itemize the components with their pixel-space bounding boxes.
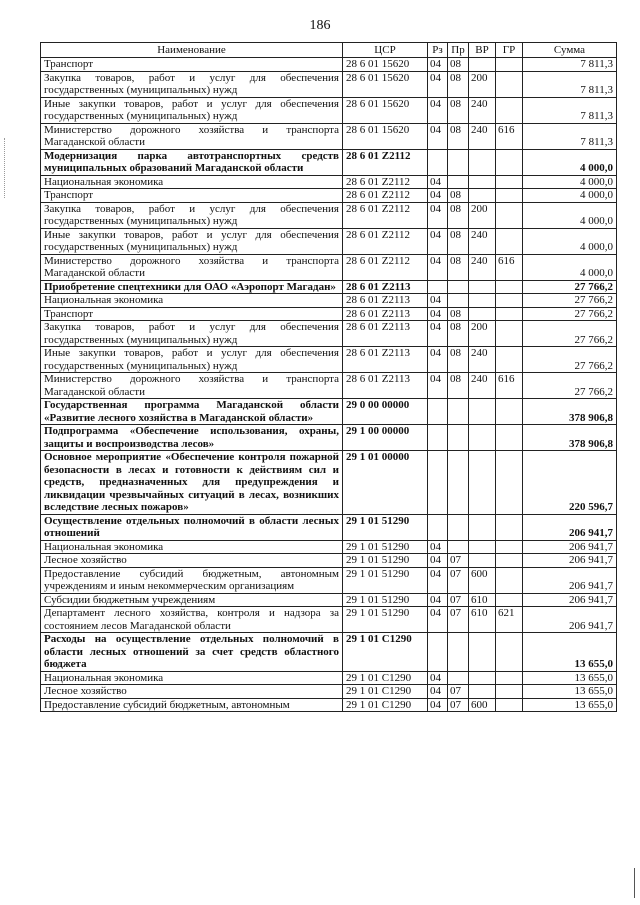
cell-rz: 04 xyxy=(428,58,448,72)
cell-gr xyxy=(496,425,523,451)
cell-csr: 28 6 01 Z2112 xyxy=(343,189,428,203)
cell-sum: 4 000,0 xyxy=(523,189,617,203)
cell-gr xyxy=(496,554,523,568)
cell-sum: 220 596,7 xyxy=(523,451,617,515)
cell-csr: 29 1 01 С1290 xyxy=(343,698,428,712)
header-sum: Сумма xyxy=(523,43,617,58)
cell-gr xyxy=(496,228,523,254)
cell-csr: 28 6 01 Z2113 xyxy=(343,280,428,294)
cell-name: Подпрограмма «Обеспечение использования, охраны, защиты и воспроизводства лесов» xyxy=(41,425,343,451)
cell-sum: 13 655,0 xyxy=(523,633,617,672)
cell-pr: 08 xyxy=(448,123,469,149)
cell-sum: 13 655,0 xyxy=(523,685,617,699)
header-vr: ВР xyxy=(469,43,496,58)
cell-gr xyxy=(496,71,523,97)
cell-pr: 07 xyxy=(448,593,469,607)
cell-sum: 206 941,7 xyxy=(523,607,617,633)
cell-csr: 29 1 01 51290 xyxy=(343,514,428,540)
cell-sum: 378 906,8 xyxy=(523,399,617,425)
cell-pr xyxy=(448,451,469,515)
table-row xyxy=(41,97,617,123)
cell-csr: 28 6 01 Z2112 xyxy=(343,254,428,280)
cell-vr xyxy=(469,554,496,568)
cell-gr: 621 xyxy=(496,607,523,633)
cell-sum: 27 766,2 xyxy=(523,280,617,294)
cell-gr: 616 xyxy=(496,254,523,280)
cell-rz: 04 xyxy=(428,123,448,149)
cell-gr xyxy=(496,451,523,515)
table-row xyxy=(41,254,617,280)
header-gr: ГР xyxy=(496,43,523,58)
cell-gr: 616 xyxy=(496,123,523,149)
cell-name: Субсидии бюджетным учреждениям xyxy=(41,593,343,607)
header-rz: Рз xyxy=(428,43,448,58)
header-csr: ЦСР xyxy=(343,43,428,58)
cell-pr xyxy=(448,175,469,189)
cell-rz: 04 xyxy=(428,540,448,554)
table-row xyxy=(41,451,617,515)
cell-vr xyxy=(469,189,496,203)
cell-rz xyxy=(428,280,448,294)
cell-rz: 04 xyxy=(428,685,448,699)
cell-csr: 29 1 01 00000 xyxy=(343,451,428,515)
header-name: Наименование xyxy=(41,43,343,58)
cell-pr: 08 xyxy=(448,321,469,347)
cell-vr xyxy=(469,685,496,699)
cell-gr xyxy=(496,671,523,685)
cell-sum: 206 941,7 xyxy=(523,540,617,554)
cell-pr: 07 xyxy=(448,698,469,712)
cell-csr: 28 6 01 15620 xyxy=(343,58,428,72)
cell-csr: 28 6 01 15620 xyxy=(343,71,428,97)
cell-pr xyxy=(448,399,469,425)
cell-pr: 07 xyxy=(448,567,469,593)
cell-rz: 04 xyxy=(428,202,448,228)
table-row xyxy=(41,567,617,593)
cell-csr: 29 1 01 51290 xyxy=(343,607,428,633)
cell-name: Модернизация парка автотранспортных средств муниципальных образований Магаданской области xyxy=(41,149,343,175)
cell-sum: 206 941,7 xyxy=(523,593,617,607)
cell-sum: 27 766,2 xyxy=(523,307,617,321)
cell-rz: 04 xyxy=(428,71,448,97)
table-row xyxy=(41,607,617,633)
table-row xyxy=(41,633,617,672)
header-pr: Пр xyxy=(448,43,469,58)
cell-pr xyxy=(448,149,469,175)
cell-csr: 28 6 01 Z2113 xyxy=(343,307,428,321)
cell-gr xyxy=(496,633,523,672)
cell-rz: 04 xyxy=(428,567,448,593)
cell-pr: 07 xyxy=(448,554,469,568)
cell-vr: 240 xyxy=(469,347,496,373)
cell-pr xyxy=(448,425,469,451)
cell-vr: 240 xyxy=(469,228,496,254)
cell-name: Министерство дорожного хозяйства и транспорта Магаданской области xyxy=(41,373,343,399)
cell-pr xyxy=(448,294,469,308)
cell-vr: 610 xyxy=(469,593,496,607)
cell-sum: 13 655,0 xyxy=(523,671,617,685)
cell-vr: 240 xyxy=(469,123,496,149)
cell-name: Закупка товаров, работ и услуг для обеспечения государственных (муниципальных) нужд xyxy=(41,71,343,97)
cell-name: Лесное хозяйство xyxy=(41,554,343,568)
cell-vr: 240 xyxy=(469,373,496,399)
cell-sum: 378 906,8 xyxy=(523,425,617,451)
cell-rz xyxy=(428,514,448,540)
cell-name: Расходы на осуществление отдельных полномочий в области лесных отношений за счет средств областного бюджета xyxy=(41,633,343,672)
table-row xyxy=(41,425,617,451)
cell-gr xyxy=(496,593,523,607)
cell-pr xyxy=(448,514,469,540)
table-row xyxy=(41,58,617,72)
budget-table xyxy=(40,42,617,712)
table-row xyxy=(41,593,617,607)
cell-gr xyxy=(496,307,523,321)
cell-pr: 08 xyxy=(448,347,469,373)
cell-sum: 4 000,0 xyxy=(523,149,617,175)
cell-csr: 29 1 01 51290 xyxy=(343,540,428,554)
cell-csr: 29 1 01 С1290 xyxy=(343,671,428,685)
table-row xyxy=(41,294,617,308)
cell-vr: 200 xyxy=(469,71,496,97)
table-row xyxy=(41,228,617,254)
table-row xyxy=(41,189,617,203)
cell-name: Закупка товаров, работ и услуг для обеспечения государственных (муниципальных) нужд xyxy=(41,202,343,228)
page-number: 186 xyxy=(309,18,331,33)
cell-rz: 04 xyxy=(428,254,448,280)
cell-pr: 07 xyxy=(448,685,469,699)
cell-pr: 07 xyxy=(448,607,469,633)
cell-name: Основное мероприятие «Обеспечение контроля пожарной безопасности в лесах и готовности к действиям сил и средств, предназначенных для предупреждения и ликвидации чрезвычайных ситуаций в лесах, возникших вследствие лесных пожаров» xyxy=(41,451,343,515)
cell-name: Национальная экономика xyxy=(41,540,343,554)
cell-gr xyxy=(496,202,523,228)
cell-sum: 27 766,2 xyxy=(523,373,617,399)
cell-name: Иные закупки товаров, работ и услуг для обеспечения государственных (муниципальных) нужд xyxy=(41,97,343,123)
cell-csr: 28 6 01 15620 xyxy=(343,123,428,149)
cell-sum: 4 000,0 xyxy=(523,202,617,228)
cell-vr xyxy=(469,280,496,294)
cell-sum: 7 811,3 xyxy=(523,123,617,149)
cell-vr xyxy=(469,671,496,685)
cell-name: Предоставление субсидий бюджетным, автономным xyxy=(41,698,343,712)
cell-rz: 04 xyxy=(428,554,448,568)
cell-name: Транспорт xyxy=(41,189,343,203)
cell-csr: 29 1 01 51290 xyxy=(343,593,428,607)
cell-vr: 600 xyxy=(469,698,496,712)
cell-rz: 04 xyxy=(428,294,448,308)
table-row xyxy=(41,698,617,712)
cell-pr: 08 xyxy=(448,58,469,72)
cell-name: Транспорт xyxy=(41,307,343,321)
cell-pr xyxy=(448,633,469,672)
cell-vr xyxy=(469,425,496,451)
cell-vr: 610 xyxy=(469,607,496,633)
cell-sum: 13 655,0 xyxy=(523,698,617,712)
cell-name: Транспорт xyxy=(41,58,343,72)
cell-sum: 7 811,3 xyxy=(523,97,617,123)
cell-name: Осуществление отдельных полномочий в области лесных отношений xyxy=(41,514,343,540)
cell-rz xyxy=(428,149,448,175)
cell-vr xyxy=(469,307,496,321)
cell-gr: 616 xyxy=(496,373,523,399)
cell-vr: 600 xyxy=(469,567,496,593)
cell-gr xyxy=(496,540,523,554)
cell-gr xyxy=(496,698,523,712)
cell-rz: 04 xyxy=(428,307,448,321)
table-row xyxy=(41,123,617,149)
cell-rz: 04 xyxy=(428,671,448,685)
cell-gr xyxy=(496,280,523,294)
cell-sum: 7 811,3 xyxy=(523,58,617,72)
table-row xyxy=(41,202,617,228)
cell-name: Национальная экономика xyxy=(41,671,343,685)
cell-vr xyxy=(469,514,496,540)
table-row xyxy=(41,514,617,540)
cell-vr: 240 xyxy=(469,254,496,280)
table-header-row xyxy=(41,43,617,58)
cell-vr xyxy=(469,58,496,72)
scan-edge-mark xyxy=(4,138,6,198)
cell-pr: 08 xyxy=(448,254,469,280)
cell-pr: 08 xyxy=(448,228,469,254)
cell-vr: 200 xyxy=(469,321,496,347)
cell-rz xyxy=(428,425,448,451)
cell-rz xyxy=(428,633,448,672)
cell-csr: 28 6 01 Z2113 xyxy=(343,373,428,399)
cell-vr xyxy=(469,294,496,308)
cell-vr xyxy=(469,633,496,672)
cell-csr: 29 0 00 00000 xyxy=(343,399,428,425)
cell-name: Министерство дорожного хозяйства и транспорта Магаданской области xyxy=(41,123,343,149)
cell-name: Государственная программа Магаданской области «Развитие лесного хозяйства в Магаданской области» xyxy=(41,399,343,425)
table-row xyxy=(41,671,617,685)
cell-gr xyxy=(496,514,523,540)
cell-gr xyxy=(496,97,523,123)
cell-sum: 206 941,7 xyxy=(523,514,617,540)
cell-sum: 27 766,2 xyxy=(523,294,617,308)
table-row xyxy=(41,321,617,347)
cell-pr: 08 xyxy=(448,71,469,97)
cell-pr: 08 xyxy=(448,373,469,399)
cell-name: Национальная экономика xyxy=(41,175,343,189)
cell-csr: 28 6 01 15620 xyxy=(343,97,428,123)
table-row xyxy=(41,540,617,554)
table-row xyxy=(41,373,617,399)
cell-rz: 04 xyxy=(428,347,448,373)
cell-sum: 4 000,0 xyxy=(523,254,617,280)
cell-sum: 27 766,2 xyxy=(523,347,617,373)
cell-sum: 4 000,0 xyxy=(523,175,617,189)
cell-name: Приобретение спецтехники для ОАО «Аэропорт Магадан» xyxy=(41,280,343,294)
cell-gr xyxy=(496,149,523,175)
cell-vr xyxy=(469,451,496,515)
table-row xyxy=(41,280,617,294)
table-row xyxy=(41,307,617,321)
cell-rz: 04 xyxy=(428,228,448,254)
cell-gr xyxy=(496,685,523,699)
cell-name: Иные закупки товаров, работ и услуг для обеспечения государственных (муниципальных) нужд xyxy=(41,347,343,373)
cell-csr: 29 1 01 С1290 xyxy=(343,633,428,672)
cell-rz: 04 xyxy=(428,607,448,633)
cell-pr xyxy=(448,280,469,294)
cell-sum: 206 941,7 xyxy=(523,567,617,593)
table-row xyxy=(41,685,617,699)
cell-rz: 04 xyxy=(428,373,448,399)
cell-name: Иные закупки товаров, работ и услуг для обеспечения государственных (муниципальных) нужд xyxy=(41,228,343,254)
cell-gr xyxy=(496,294,523,308)
cell-pr: 08 xyxy=(448,307,469,321)
cell-csr: 28 6 01 Z2113 xyxy=(343,321,428,347)
cell-csr: 28 6 01 Z2113 xyxy=(343,347,428,373)
cell-name: Департамент лесного хозяйства, контроля и надзора за состоянием лесов Магаданской области xyxy=(41,607,343,633)
cell-rz: 04 xyxy=(428,189,448,203)
table-row xyxy=(41,149,617,175)
cell-sum: 4 000,0 xyxy=(523,228,617,254)
cell-name: Предоставление субсидий бюджетным, автономным учреждениям и иным некоммерческим организациям xyxy=(41,567,343,593)
table-row xyxy=(41,399,617,425)
cell-csr: 28 6 01 Z2112 xyxy=(343,149,428,175)
cell-pr xyxy=(448,671,469,685)
cell-vr xyxy=(469,540,496,554)
cell-sum: 27 766,2 xyxy=(523,321,617,347)
cell-pr xyxy=(448,540,469,554)
cell-name: Министерство дорожного хозяйства и транспорта Магаданской области xyxy=(41,254,343,280)
cell-sum: 206 941,7 xyxy=(523,554,617,568)
cell-name: Закупка товаров, работ и услуг для обеспечения государственных (муниципальных) нужд xyxy=(41,321,343,347)
table-row xyxy=(41,71,617,97)
cell-csr: 28 6 01 Z2112 xyxy=(343,228,428,254)
cell-pr: 08 xyxy=(448,189,469,203)
cell-rz: 04 xyxy=(428,593,448,607)
cell-name: Лесное хозяйство xyxy=(41,685,343,699)
cell-gr xyxy=(496,567,523,593)
cell-gr xyxy=(496,189,523,203)
cell-csr: 29 1 01 С1290 xyxy=(343,685,428,699)
cell-csr: 29 1 01 51290 xyxy=(343,567,428,593)
cell-rz: 04 xyxy=(428,321,448,347)
cell-csr: 28 6 01 Z2112 xyxy=(343,175,428,189)
cell-vr: 200 xyxy=(469,202,496,228)
cell-gr xyxy=(496,175,523,189)
cell-gr xyxy=(496,347,523,373)
cell-gr xyxy=(496,321,523,347)
cell-csr: 29 1 00 00000 xyxy=(343,425,428,451)
table-body xyxy=(41,58,617,712)
cell-name: Национальная экономика xyxy=(41,294,343,308)
cell-gr xyxy=(496,399,523,425)
cell-rz: 04 xyxy=(428,97,448,123)
cell-vr: 240 xyxy=(469,97,496,123)
cell-rz xyxy=(428,399,448,425)
cell-sum: 7 811,3 xyxy=(523,71,617,97)
scan-edge-mark xyxy=(634,868,636,898)
cell-gr xyxy=(496,58,523,72)
cell-vr xyxy=(469,149,496,175)
cell-rz: 04 xyxy=(428,175,448,189)
table-row xyxy=(41,175,617,189)
cell-rz xyxy=(428,451,448,515)
cell-rz: 04 xyxy=(428,698,448,712)
table-row xyxy=(41,347,617,373)
cell-csr: 28 6 01 Z2112 xyxy=(343,202,428,228)
cell-vr xyxy=(469,175,496,189)
cell-pr: 08 xyxy=(448,202,469,228)
cell-csr: 28 6 01 Z2113 xyxy=(343,294,428,308)
cell-pr: 08 xyxy=(448,97,469,123)
table-row xyxy=(41,554,617,568)
cell-csr: 29 1 01 51290 xyxy=(343,554,428,568)
cell-vr xyxy=(469,399,496,425)
